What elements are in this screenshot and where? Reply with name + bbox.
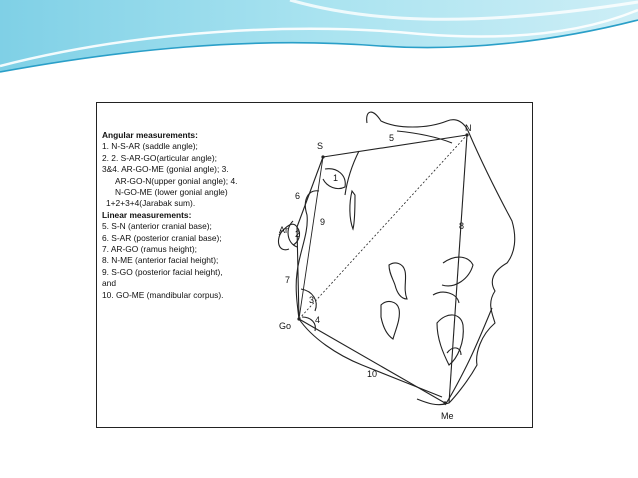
label-number-6: 6 xyxy=(295,191,301,201)
point-me-marker xyxy=(443,401,446,404)
legend-line: 7. AR-GO (ramus height); xyxy=(102,244,197,255)
point-n-marker xyxy=(465,133,468,136)
label-n: N xyxy=(465,123,472,133)
label-number-8: 8 xyxy=(459,221,465,231)
legend-line: 8. N-ME (anterior facial height); xyxy=(102,255,219,266)
cephalometric-figure xyxy=(96,102,533,428)
legend-line: 10. GO-ME (mandibular corpus). xyxy=(102,289,224,300)
legend-line: 2. 2. S-AR-GO(articular angle); xyxy=(102,152,217,163)
legend-line: 1+2+3+4(Jarabak sum). xyxy=(106,198,196,209)
linear-measurements-title: Linear measurements: xyxy=(102,209,192,220)
legend-line: 9. S-GO (posterior facial height), xyxy=(102,266,223,277)
label-number-3: 3 xyxy=(309,295,315,305)
legend-line: N-GO-ME (lower gonial angle) xyxy=(115,187,228,198)
label-number-4: 4 xyxy=(315,315,321,325)
skull-tracing-diagram xyxy=(97,103,533,428)
legend-line: 5. S-N (anterior cranial base); xyxy=(102,221,212,232)
header-wave-banner xyxy=(0,0,638,90)
label-number-5: 5 xyxy=(389,133,395,143)
legend-line: 1. N-S-AR (saddle angle); xyxy=(102,141,198,152)
label-number-10: 10 xyxy=(367,369,378,379)
label-go: Go xyxy=(279,321,292,331)
label-ar: Ar xyxy=(279,225,288,235)
point-s-marker xyxy=(321,155,324,158)
legend-line: 3&4. AR-GO-ME (gonial angle); 3. xyxy=(102,164,229,175)
label-number-9: 9 xyxy=(320,217,326,227)
angular-measurements-title: Angular measurements: xyxy=(102,130,198,140)
legend-line: and xyxy=(102,278,116,289)
label-number-2: 2 xyxy=(295,229,301,239)
point-go-marker xyxy=(297,317,300,320)
label-me: Me xyxy=(441,411,454,421)
label-number-7: 7 xyxy=(285,275,291,285)
label-number-1: 1 xyxy=(333,173,339,183)
label-s: S xyxy=(317,141,324,151)
legend-line: AR-GO-N(upper gonial angle); 4. xyxy=(115,175,238,186)
legend-line: 6. S-AR (posterior cranial base); xyxy=(102,232,222,243)
